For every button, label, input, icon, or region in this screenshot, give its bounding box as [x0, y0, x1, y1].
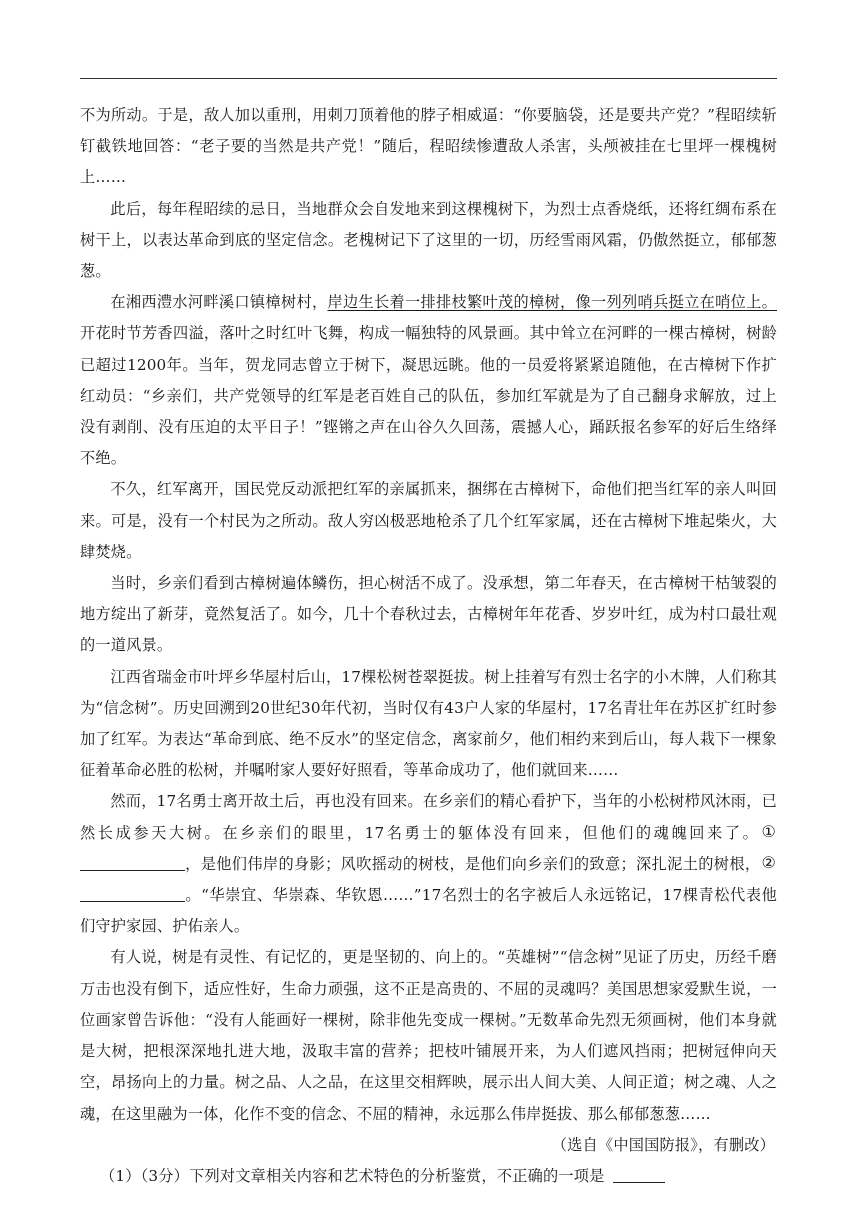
- fill-blank-2[interactable]: [80, 883, 185, 902]
- paragraph-7-part2: ，是他们伟岸的身影；风吹摇动的树枝，是他们向乡亲们的致意；深扎泥土的树根，: [185, 854, 761, 873]
- question-1-text: （1）（3分）下列对文章相关内容和艺术特色的分析鉴赏，不正确的一项是: [100, 1166, 605, 1185]
- paragraph-7: [80, 786, 777, 942]
- circled-number-2: ②: [761, 852, 776, 872]
- paragraph-1: 不为所动。于是，敌人加以重刑，用刺刀顶着他的脖子相威逼：“你要脑袋，还是要共产党？”程昭续斩钉截铁地回答：“老子要的当然是共产党！”随后，程昭续惨遭敌人杀害，头颅被挂在七里坪一棵槐树上……: [80, 106, 777, 187]
- fill-blank-1[interactable]: [80, 852, 185, 871]
- underlined-sentence: 岸边生长着一排排枝繁叶茂的樟树，像一列列哨兵挺立在哨位上。: [327, 293, 777, 312]
- question-1: [80, 1161, 777, 1192]
- paragraph-4: 不久，红军离开，国民党反动派把红军的亲属抓来，捆绑在古樟树下，命他们把当红军的亲人叫回来。可是，没有一个村民为之所动。敌人穷凶极恶地枪杀了几个红军家属，还在古樟树下堆起柴火，大肆焚烧。: [80, 480, 777, 561]
- paragraph-2: 此后，每年程昭续的忌日，当地群众会自发地来到这棵槐树下，为烈士点香烧纸，还将红绸布系在树干上，以表达革命到底的坚定信念。老槐树记下了这里的一切，历经雪雨风霜，仍傲然挺立，郁郁葱葱。: [80, 199, 777, 281]
- paragraph-5: 当时，乡亲们看到古樟树遍体鳞伤，担心树活不成了。没承想，第二年春天，在古樟树干枯皱裂的地方绽出了新芽，竟然复活了。如今，几十个春秋过去，古樟树年年花香、岁岁叶红，成为村口最壮观的一道风景。: [80, 574, 777, 655]
- header-rule: [80, 78, 777, 79]
- paragraph-7-part3: 。“华崇宜、华崇森、华钦恩……”17名烈士的名字被后人永远铭记，17棵青松代表他们守护家园、护佑亲人。: [80, 886, 777, 936]
- paragraph-8: 有人说，树是有灵性、有记忆的，更是坚韧的、向上的。“英雄树”“信念树”见证了历史，历经千磨万击也没有倒下，适应性好，生命力顽强，这不正是高贵的、不屈的灵魂吗？美国思想家爱默生说，一位画家曾告诉他：“没有人能画好一棵树，除非他先变成一棵树。”无数革命先烈无须画树，他们本身就是大树，把根深深地扎进大地，汲取丰富的营养；把枝叶铺展开来，为人们遮风挡雨；把树冠伸向天空，昂扬向上的力量。树之品、人之品，在这里交相辉映，展示出人间大美、人间正道；树之魂、人之魂，在这里融为一体，化作不变的信念、不屈的精神，永远那么伟岸挺拔、那么郁郁葱葱……: [80, 948, 777, 1123]
- source-citation: （选自《中国国防报》，有删改）: [551, 1135, 775, 1154]
- article-body: [80, 100, 777, 1192]
- paragraph-3: [80, 287, 777, 474]
- paragraph-6: 江西省瑞金市叶坪乡华屋村后山，17棵松树苍翠挺拔。树上挂着写有烈士名字的小木牌，人们称其为“信念树”。历史回溯到20世纪30年代初，当时仅有43户人家的华屋村，17名青壮年在苏区扩红时参加了红军。为表达“革命到底、绝不反水”的坚定信念，离家前夕，他们相约来到后山，每人栽下一棵象征着革命必胜的松树，并嘱咐家人要好好照看，等革命成功了，他们就回来……: [80, 667, 777, 780]
- paragraph-3-before: 在湘西澧水河畔溪口镇樟树村，: [110, 293, 328, 312]
- circled-number-1: ①: [761, 821, 776, 841]
- paragraph-3-after: 开花时节芳香四溢，落叶之时红叶飞舞，构成一幅独特的风景画。其中耸立在河畔的一棵古樟树，树龄已超过1200年。当年，贺龙同志曾立于树下，凝思远眺。他的一员爱将紧紧追随他，在古樟树下作扩红动员：“乡亲们，共产党领导的红军是老百姓自己的队伍，参加红军就是为了自己翻身求解放，过上没有剥削、没有压迫的太平日子！”铿锵之声在山谷久久回荡，震撼人心，踊跃报名参军的好后生络绎不绝。: [80, 324, 777, 468]
- answer-blank[interactable]: [613, 1164, 665, 1183]
- paragraph-7-part1: 然而，17名勇士离开故土后，再也没有回来。在乡亲们的精心看护下，当年的小松树栉风沐雨，已然长成参天大树。在乡亲们的眼里，17名勇士的躯体没有回来，但他们的魂魄回来了。: [80, 792, 777, 842]
